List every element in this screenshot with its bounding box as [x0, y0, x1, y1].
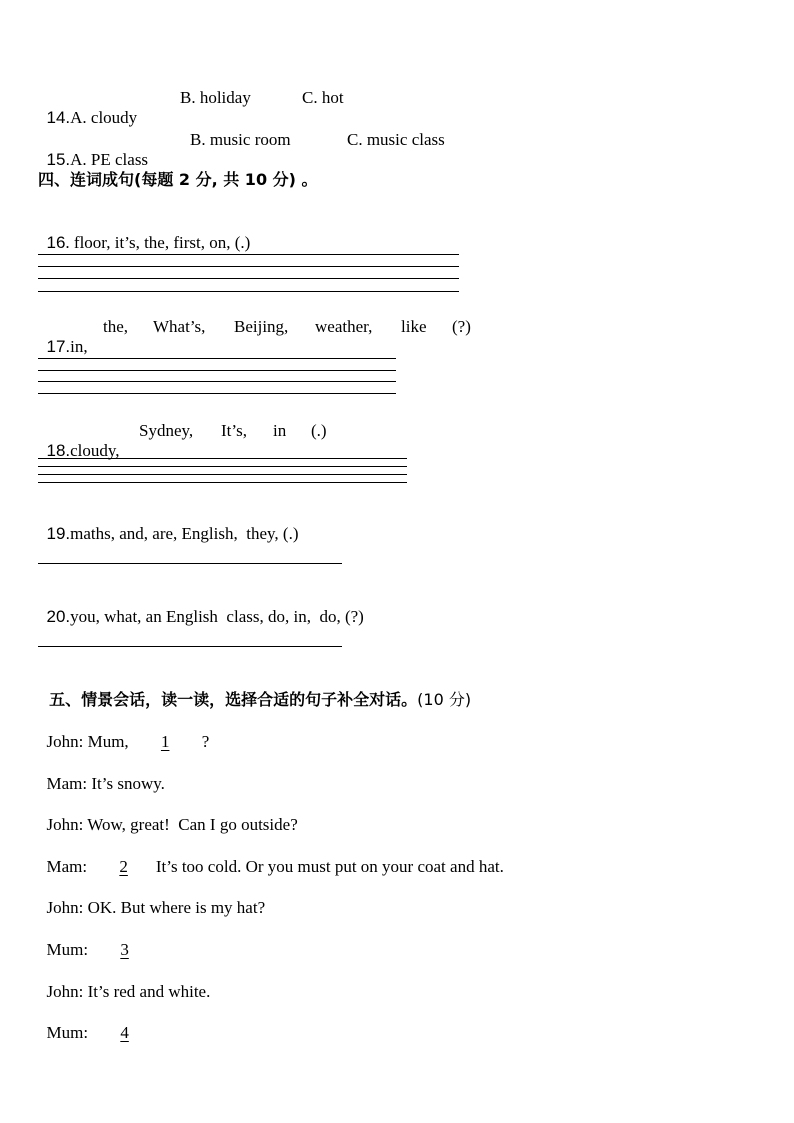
- dialogue-line-7: [38, 962, 210, 1002]
- answer-line[interactable]: [38, 291, 459, 292]
- word: in: [273, 421, 287, 440]
- answer-line[interactable]: [38, 370, 396, 371]
- word: in,: [70, 337, 88, 356]
- answer-line[interactable]: [38, 266, 459, 267]
- answer-line[interactable]: [38, 458, 407, 459]
- blank-number: 2: [119, 857, 128, 876]
- section-points: (10 分): [417, 690, 472, 709]
- word: like: [401, 317, 427, 336]
- option-a: A. PE class: [70, 150, 149, 169]
- speaker: John:: [46, 732, 88, 751]
- option-c: C. music class: [347, 130, 445, 149]
- speaker: John:: [46, 982, 88, 1001]
- blank-3[interactable]: [92, 940, 157, 960]
- section-title: 五、情景会话，读一读，选择合适的句子补全对话。: [49, 690, 418, 709]
- word: (.): [311, 421, 327, 440]
- option-a: A. cloudy: [70, 108, 138, 127]
- speaker: John:: [46, 898, 88, 917]
- answer-line[interactable]: [38, 278, 459, 279]
- answer-line[interactable]: [38, 358, 396, 359]
- question-number: 18.: [46, 441, 71, 460]
- blank-number: 1: [160, 732, 170, 751]
- word: weather,: [315, 317, 373, 336]
- word: cloudy,: [70, 441, 120, 460]
- dialogue-line-5: [38, 878, 265, 918]
- option-c: C. hot: [302, 88, 344, 107]
- blank-1[interactable]: [133, 732, 198, 752]
- word: Beijing,: [234, 317, 289, 336]
- question-16: [38, 213, 250, 253]
- question-text: maths, and, are, English, they, (.): [70, 524, 299, 543]
- line-text-after: It’s too cold. Or you must put on your coat and hat.: [155, 857, 504, 876]
- answer-line[interactable]: [38, 466, 407, 467]
- question-number: 17.: [46, 337, 71, 356]
- question-19: [38, 504, 298, 544]
- dialogue-line-6: [38, 920, 157, 960]
- word: What’s,: [153, 317, 206, 336]
- line-text: It’s snowy.: [91, 774, 165, 793]
- question-number: 14.: [46, 108, 71, 127]
- answer-line[interactable]: [38, 254, 459, 255]
- question-number: 15.: [46, 150, 71, 169]
- blank-number: 4: [120, 1023, 129, 1042]
- question-number: 20.: [46, 607, 71, 626]
- line-text: OK. But where is my hat?: [87, 898, 266, 917]
- section-4-heading: 四、连词成句(每题 2 分, 共 10 分) 。: [38, 170, 318, 189]
- line-text-after: ?: [197, 732, 210, 751]
- section-5-heading: [38, 670, 471, 710]
- dialogue-line-1: [38, 712, 209, 752]
- answer-line[interactable]: [38, 646, 342, 647]
- question-number: 19.: [46, 524, 71, 543]
- word: (?): [452, 317, 471, 336]
- dialogue-line-8: [38, 1003, 157, 1043]
- speaker: Mum:: [46, 1023, 93, 1042]
- line-text: It’s red and white.: [87, 982, 211, 1001]
- option-b: B. holiday: [180, 88, 251, 107]
- line-text: Mum,: [87, 732, 133, 751]
- question-text: . floor, it’s, the, first, on, (.): [65, 233, 251, 252]
- answer-line[interactable]: [38, 474, 407, 475]
- word: Sydney,: [139, 421, 194, 440]
- blank-4[interactable]: [92, 1023, 157, 1043]
- speaker: John:: [46, 815, 88, 834]
- word: It’s,: [221, 421, 247, 440]
- question-number: 16: [46, 233, 66, 252]
- dialogue-line-4: [38, 837, 504, 877]
- answer-line[interactable]: [38, 381, 396, 382]
- dialogue-line-2: [38, 754, 165, 794]
- answer-line[interactable]: [38, 563, 342, 564]
- answer-line[interactable]: [38, 393, 396, 394]
- speaker: Mam:: [46, 774, 92, 793]
- question-text: you, what, an English class, do, in, do, (?): [70, 607, 364, 626]
- blank-2[interactable]: [91, 857, 156, 877]
- answer-line[interactable]: [38, 482, 407, 483]
- blank-number: 3: [120, 940, 129, 959]
- line-text: Wow, great! Can I go outside?: [87, 815, 298, 834]
- speaker: Mam:: [46, 857, 92, 876]
- speaker: Mum:: [46, 940, 93, 959]
- word: the,: [103, 317, 129, 336]
- option-b: B. music room: [190, 130, 291, 149]
- question-20: [38, 587, 364, 627]
- dialogue-line-3: [38, 795, 298, 835]
